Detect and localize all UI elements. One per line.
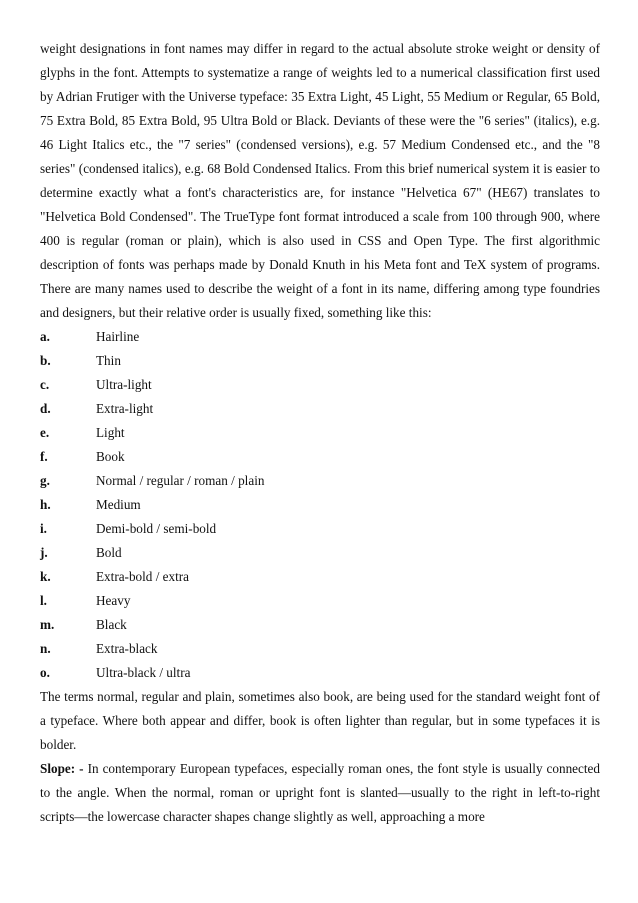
list-item-text: Extra-bold / extra	[96, 569, 190, 584]
list-item	[40, 349, 600, 373]
list-item-text: Heavy	[96, 593, 131, 608]
weight-list	[40, 325, 600, 685]
list-marker: g.	[40, 473, 50, 488]
list-item	[40, 421, 600, 445]
list-item	[40, 517, 600, 541]
list-item-text: Extra-light	[96, 401, 154, 416]
list-item	[40, 325, 600, 349]
list-marker: h.	[40, 497, 51, 512]
list-item-text: Black	[96, 617, 127, 632]
document-page	[40, 37, 600, 829]
list-marker: e.	[40, 425, 50, 440]
list-item-text: Thin	[96, 353, 121, 368]
list-marker: c.	[40, 377, 50, 392]
list-item	[40, 397, 600, 421]
list-marker: d.	[40, 401, 51, 416]
list-item-text: Light	[96, 425, 125, 440]
list-item-text: Hairline	[96, 329, 140, 344]
list-item-text: Normal / regular / roman / plain	[96, 473, 265, 488]
slope-heading: Slope: -	[40, 761, 84, 776]
list-marker: m.	[40, 617, 55, 632]
list-marker: b.	[40, 353, 51, 368]
list-marker: j.	[40, 545, 48, 560]
list-item	[40, 661, 600, 685]
list-item-text: Bold	[96, 545, 122, 560]
intro-paragraph: weight designations in font names may differ in regard to the actual absolute stroke weight or density of glyphs in the font. Attempts to systematize a range of weights led to a numerical classification first used by Adrian Frutiger with the Universe typeface: 35 Extra Light, 45 Light, 55 Medium or Regular, 65 Bold, 75 Extra Bold, 85 Extra Bold, 95 Ultra Bold or Black. Deviants of these were the "6 series" (italics), e.g. 46 Light Italics etc., the "7 series" (condensed versions), e.g. 57 Medium Condensed etc., and the "8 series" (condensed italics), e.g. 68 Bold Condensed Italics. From this brief numerical system it is easier to determine exactly what a font's characteristics are, for instance "Helvetica 67" (HE67) translates to "Helvetica Bold Condensed". The TrueType font format introduced a scale from 100 through 900, where 400 is regular (roman or plain), which is also used in CSS and Open Type. The first algorithmic description of fonts was perhaps made by Donald Knuth in his Meta font and TeX system of programs. There are many names used to describe the weight of a font in its name, differing among type foundries and designers, but their relative order is usually fixed, something like this:	[40, 41, 600, 320]
slope-text: In contemporary European typefaces, especially roman ones, the font style is usually connected to the angle. When the normal, roman or upright font is slanted—usually to the right in left-to-right scripts—the lowercase character shapes change slightly as well, approaching a more	[40, 761, 600, 824]
list-marker: l.	[40, 593, 47, 608]
list-marker: f.	[40, 449, 48, 464]
list-item-text: Medium	[96, 497, 141, 512]
list-marker: k.	[40, 569, 51, 584]
list-marker: a.	[40, 329, 50, 344]
list-item-text: Ultra-light	[96, 377, 152, 392]
list-item	[40, 445, 600, 469]
list-item	[40, 373, 600, 397]
list-item	[40, 541, 600, 565]
terms-paragraph: The terms normal, regular and plain, sometimes also book, are being used for the standard weight font of a typeface. Where both appear and differ, book is often lighter than regular, but in some typefaces it is bolder.	[40, 689, 600, 752]
list-item	[40, 613, 600, 637]
list-item	[40, 637, 600, 661]
list-item-text: Ultra-black / ultra	[96, 665, 191, 680]
slope-paragraph	[40, 757, 600, 829]
list-item	[40, 589, 600, 613]
list-item	[40, 565, 600, 589]
list-item-text: Demi-bold / semi-bold	[96, 521, 217, 536]
list-item-text: Extra-black	[96, 641, 158, 656]
list-marker: o.	[40, 665, 50, 680]
list-item	[40, 469, 600, 493]
list-item	[40, 493, 600, 517]
list-item-text: Book	[96, 449, 125, 464]
list-marker: n.	[40, 641, 51, 656]
list-marker: i.	[40, 521, 47, 536]
